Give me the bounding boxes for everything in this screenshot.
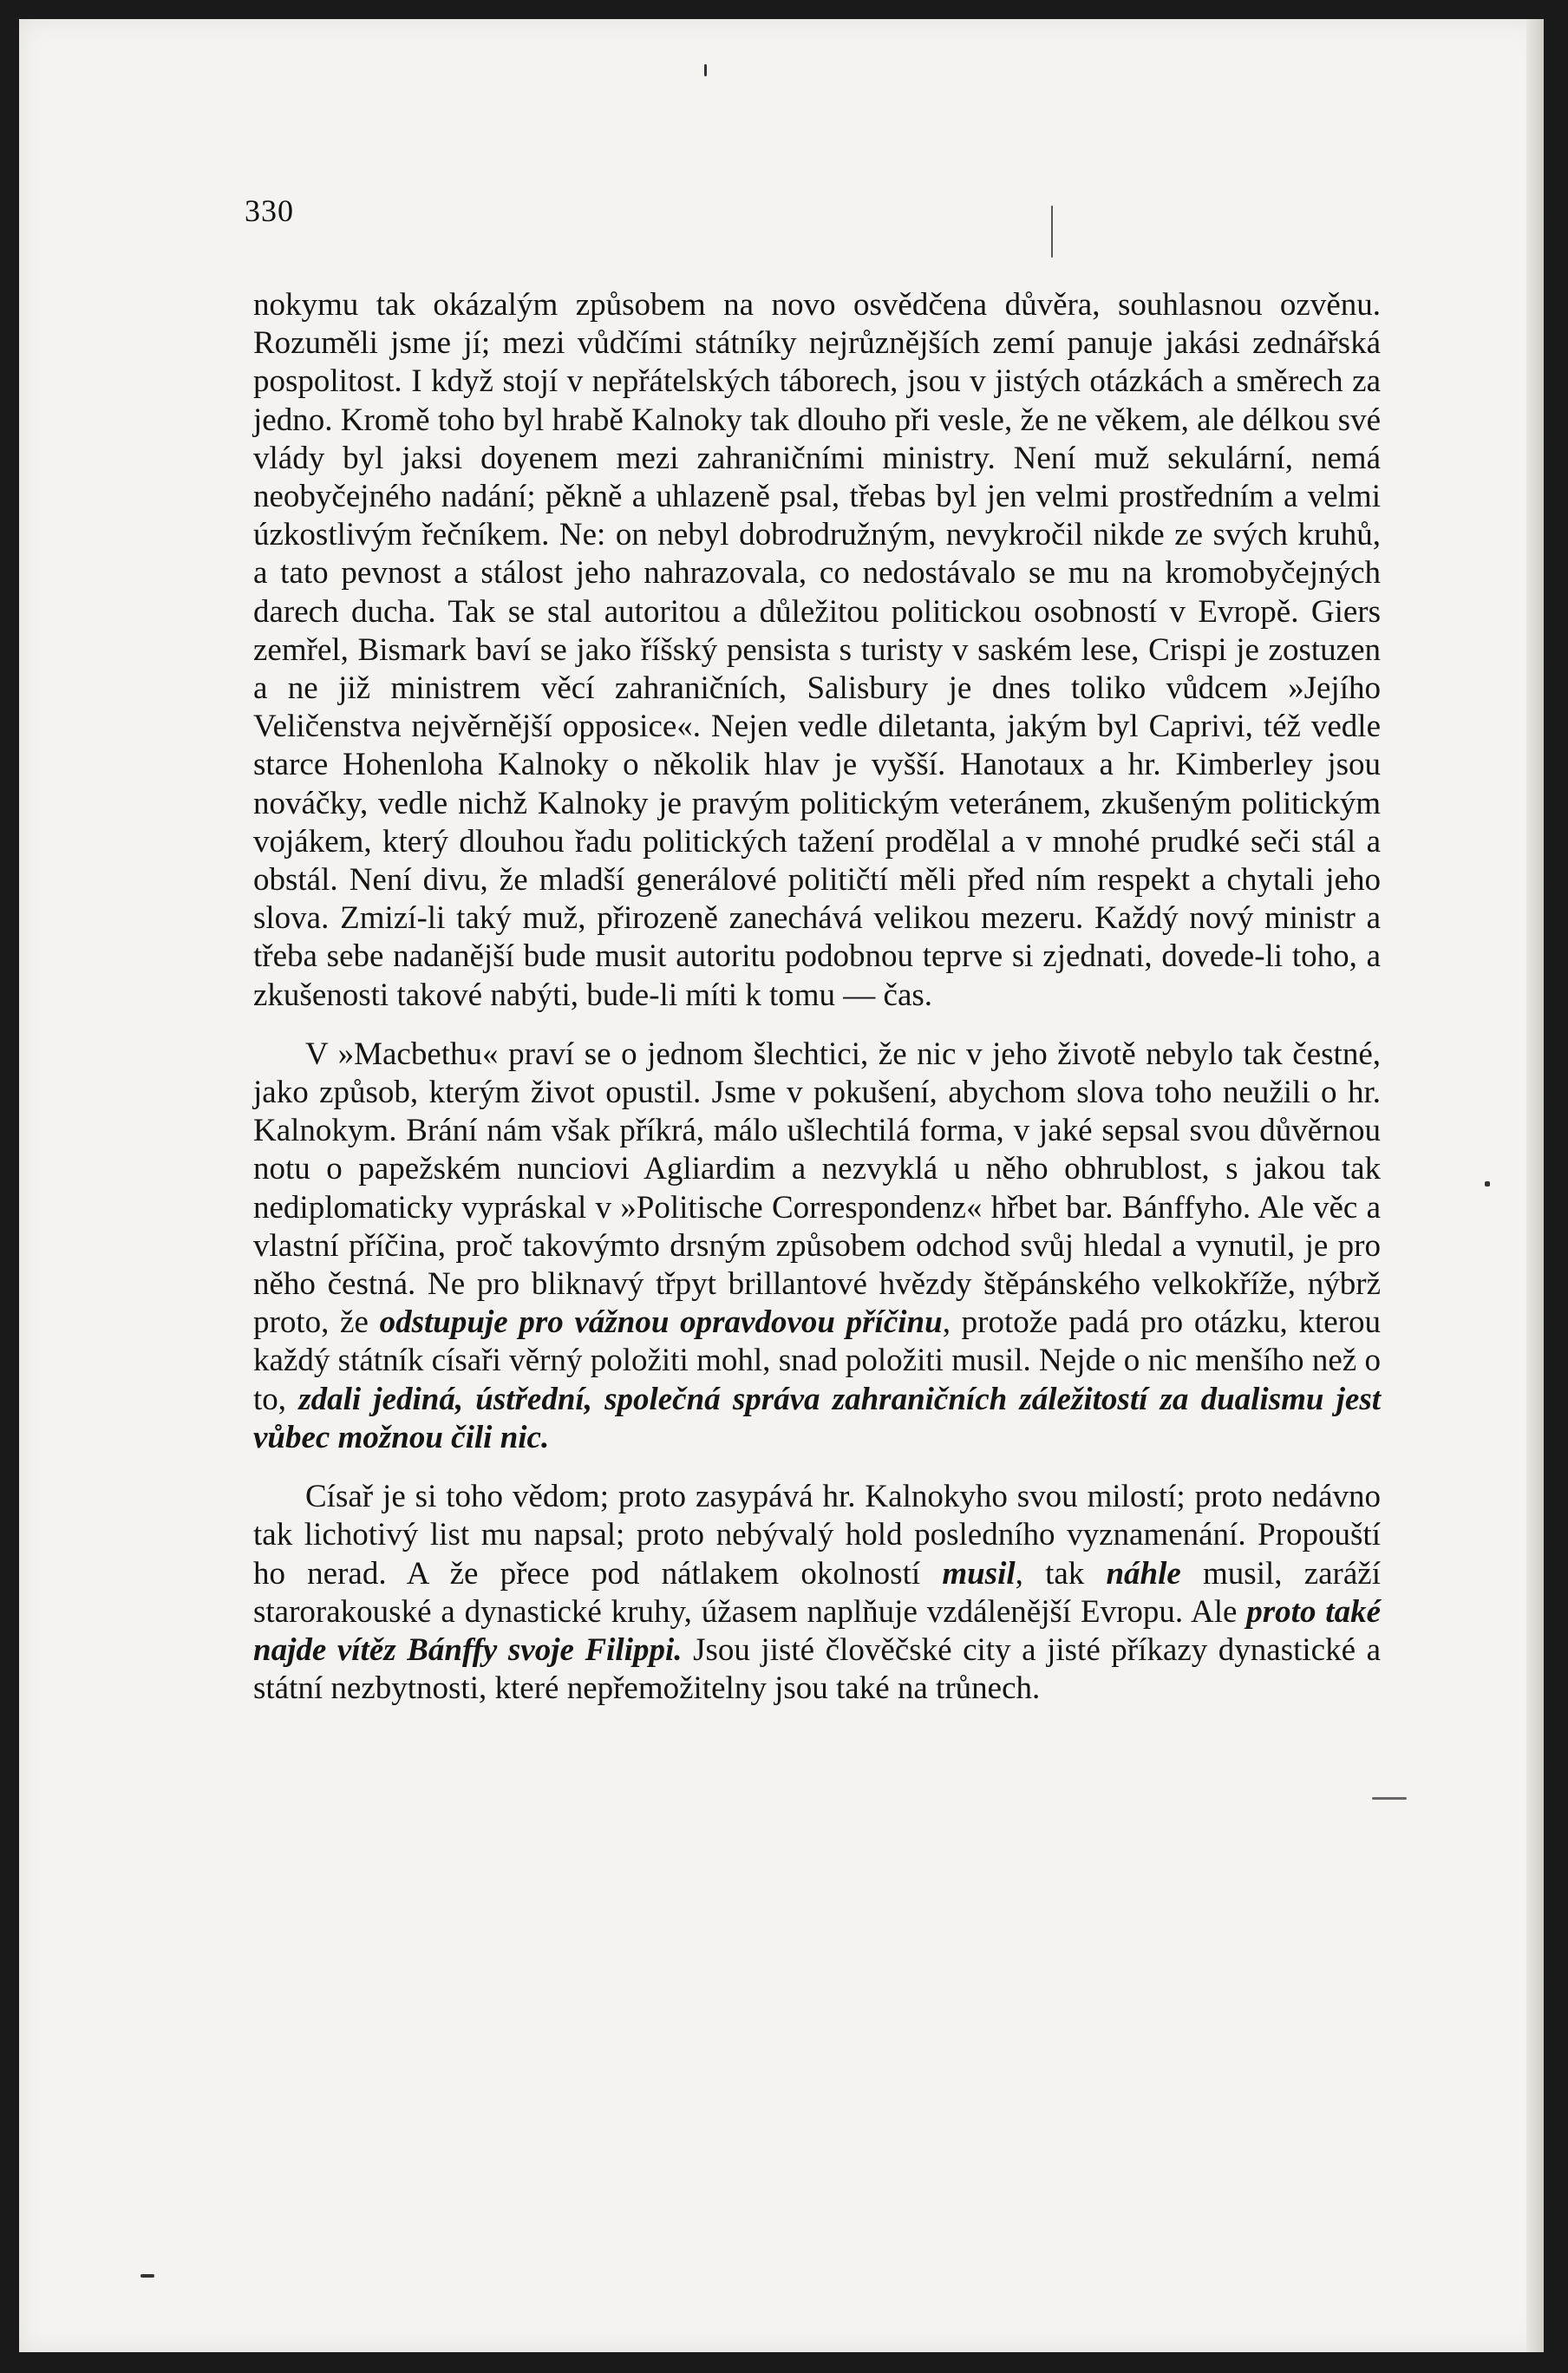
paragraph-3 bbox=[253, 1478, 1381, 1708]
text-segment: nokymu tak okázalým způsobem na novo osvědčena důvěra, souhlasnou ozvěnu. Rozuměli jsme jí; mezi vůdčími státníky nejrůznějších zemí panuje jakási zednářská pospolitost. I když stojí v nepřátelských táborech, jsou v jistých otázkách a směrech za jedno. Kromě toho byl hrabě Kalnoky tak dlouho při vesle, že ne věkem, ale délkou své vlády byl jaksi doyenem mezi zahraničními ministry. Není muž sekulární, nemá neobyčejného nadání; pěkně a uhlazeně psal, třebas byl jen velmi prostředním a velmi úzkostlivým řečníkem. Ne: on nebyl dobrodružným, nevykročil nikde ze svých kruhů, a tato pevnost a stálost jeho nahrazovala, co nedostávalo se mu na kromobyčejných darech ducha. Tak se stal autoritou a důležitou politickou osobností v Evropě. Giers zemřel, Bismark baví se jako říšský pensista s turisty v saském lese, Crispi je zostuzen a ne již ministrem věcí zahraničních, Salisbury je dnes toliko vůdcem »Jejího Veličenstva nejvěrnější opposice«. Nejen vedle diletanta, jakým byl Caprivi, též vedle starce Hohenloha Kalnoky o několik hlav je vyšší. Hanotaux a hr. Kimberley jsou nováčky, vedle nichž Kalnoky je pravým politickým veteránem, zkušeným politickým vojákem, který dlouhou řadu politických tažení prodělal a v mnohé prudké seči stál a obstál. Není divu, že mladší generálové političtí měli před ním respekt a chytali jeho slova. Zmizí-li taký muž, přirozeně zanechává velikou mezeru. Každý nový ministr a třeba sebe nadanější bude musit autoritu podobnou teprve si zjednati, dovede-li toho, a zkušenosti takové nabýti, bude-li míti k tomu — čas. bbox=[253, 287, 1381, 1013]
paragraph-1 bbox=[253, 286, 1381, 1015]
text-segment: , tak bbox=[1015, 1555, 1107, 1592]
text-segment: V »Macbethu« praví se o jednom šlechtici, že nic v jeho životě nebylo tak čestné, jako způsob, kterým život opustil. Jsme v pokušení, abychom slova toho neužili o hr. Kalnokym. Brání nám však příkrá, málo ušlechtilá forma, v jaké sepsal svou důvěrnou notu o papežském nunciovi Agliardim a nezvyklá u něho obhrublost, s jakou tak nediplomaticky vypráskal v »Politische Correspondenz« hřbet bar. Bánffyho. Ale věc a vlastní příčina, proč takovýmto drsným způsobem odchod svůj hledal a vynutil, je pro něho čestná. Ne pro bliknavý třpyt brillantové hvězdy štěpánského velkokříže, nýbrž proto, že bbox=[253, 1036, 1381, 1341]
page-edge bbox=[1526, 19, 1544, 2352]
book-page bbox=[19, 19, 1544, 2352]
emphasis-segment: odstupuje pro vážnou opravdovou příčinu bbox=[379, 1304, 943, 1341]
print-speck bbox=[140, 2274, 154, 2278]
emphasis-segment: zdali jediná, ústřední, společná správa zahraničních záležitostí za dualismu jest vůbec možnou čili nic. bbox=[253, 1381, 1382, 1455]
body-text bbox=[253, 286, 1381, 1708]
print-speck bbox=[704, 64, 707, 76]
text-segment: Císař je si toho vědom; proto zasypává hr. Kalnokyho svou milostí; proto nedávno tak lichotivý list mu napsal; proto nebývalý hold posledního vyznamenání. Propouští ho nerad. A že přece pod nátlakem okolností bbox=[253, 1479, 1381, 1592]
print-speck bbox=[1051, 206, 1053, 258]
emphasis-segment: proto také najde vítěz Bánffy svoje Filippi. bbox=[253, 1593, 1381, 1668]
text-segment: , protože padá pro otázku, kterou každý státník císaři věrný položiti mohl, snad položiti musil. Nejde o nic menšího než o to, bbox=[253, 1304, 1381, 1417]
text-segment: musil, zaráží starorakouské a dynastické kruhy, úžasem naplňuje vzdálenější Evropu. Ale bbox=[253, 1555, 1381, 1630]
emphasis-segment: náhle bbox=[1106, 1555, 1181, 1592]
text-segment: Jsou jisté člověčské city a jisté příkazy dynastické a státní nezbytnosti, které nepřemožitelny jsou také na trůnech. bbox=[253, 1631, 1381, 1707]
page-number: 330 bbox=[245, 193, 294, 228]
paragraph-2 bbox=[253, 1036, 1381, 1457]
emphasis-segment: musil bbox=[942, 1555, 1016, 1592]
print-speck bbox=[1485, 1181, 1490, 1186]
print-speck bbox=[1372, 1797, 1407, 1800]
